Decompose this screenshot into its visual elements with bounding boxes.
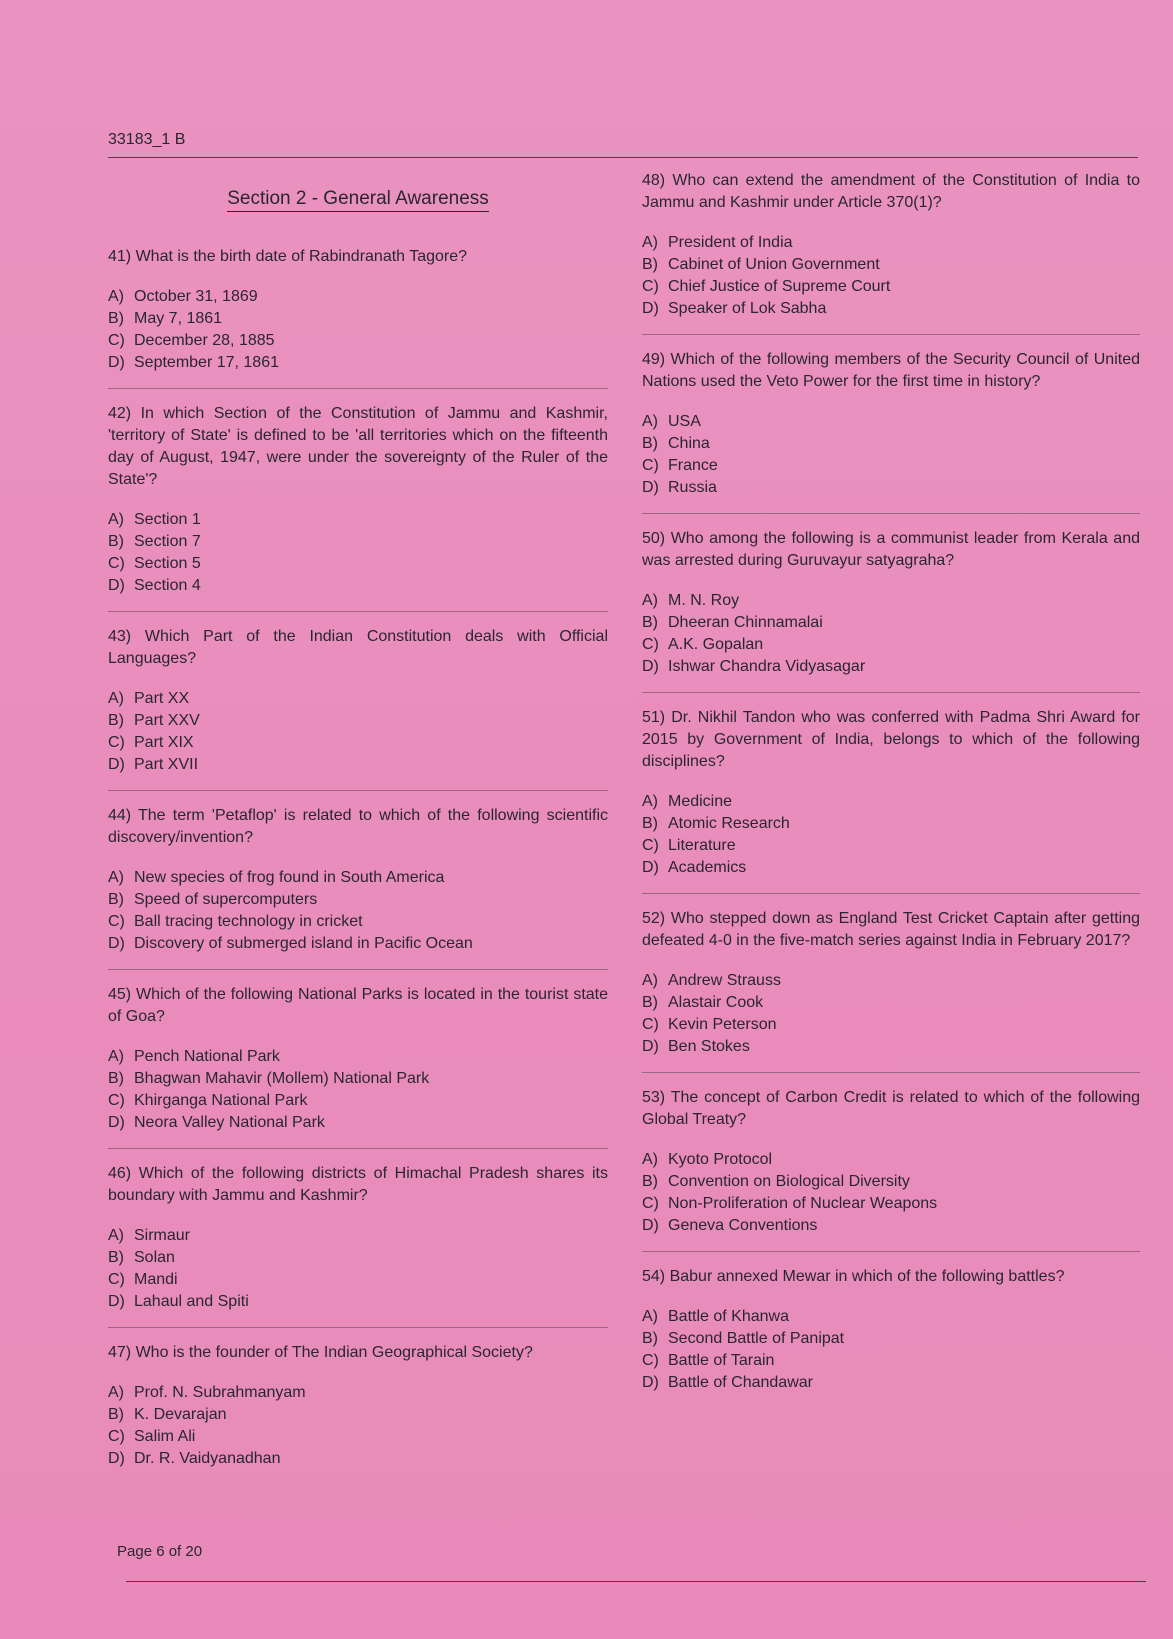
question-divider bbox=[642, 513, 1140, 514]
option-list bbox=[642, 1306, 1140, 1394]
question-stem: 49) Which of the following members of the Security Council of United Nations used the Veto Power for the first time in history? bbox=[642, 351, 1140, 390]
question-block bbox=[642, 707, 1140, 879]
option-letter: B) bbox=[642, 256, 658, 273]
answer-option bbox=[642, 1372, 1140, 1394]
option-text: Speaker of Lok Sabha bbox=[668, 300, 827, 317]
option-letter: B) bbox=[108, 310, 124, 327]
option-letter: B) bbox=[642, 994, 658, 1011]
question-block bbox=[108, 626, 608, 776]
option-text: Convention on Biological Diversity bbox=[668, 1173, 910, 1190]
question-block bbox=[108, 403, 608, 597]
option-text: Kyoto Protocol bbox=[668, 1151, 773, 1168]
answer-option bbox=[108, 553, 608, 575]
option-letter: D) bbox=[642, 859, 659, 876]
answer-option bbox=[642, 477, 1140, 499]
option-letter: C) bbox=[642, 1195, 659, 1212]
option-text: September 17, 1861 bbox=[134, 354, 279, 371]
question-stem: 52) Who stepped down as England Test Cricket Captain after getting defeated 4-0 in the five-match series against India in February 2017? bbox=[642, 910, 1140, 949]
answer-option bbox=[108, 308, 608, 330]
option-text: Part XXV bbox=[134, 712, 200, 729]
option-letter: B) bbox=[108, 1406, 124, 1423]
option-letter: C) bbox=[108, 1428, 125, 1445]
question-block bbox=[108, 1342, 608, 1470]
option-letter: B) bbox=[108, 533, 124, 550]
option-letter: B) bbox=[108, 1249, 124, 1266]
option-list bbox=[642, 791, 1140, 879]
option-letter: C) bbox=[108, 332, 125, 349]
option-letter: B) bbox=[108, 891, 124, 908]
question-divider bbox=[642, 1251, 1140, 1252]
answer-option bbox=[108, 688, 608, 710]
option-text: Kevin Peterson bbox=[668, 1016, 777, 1033]
option-text: Battle of Khanwa bbox=[668, 1308, 789, 1325]
option-letter: C) bbox=[642, 1352, 659, 1369]
option-letter: C) bbox=[642, 278, 659, 295]
question-block bbox=[642, 1266, 1140, 1394]
option-letter: C) bbox=[108, 1092, 125, 1109]
option-list bbox=[108, 509, 608, 597]
option-text: A.K. Gopalan bbox=[668, 636, 764, 653]
question-block bbox=[642, 1087, 1140, 1237]
question-divider bbox=[108, 388, 608, 389]
answer-option bbox=[108, 933, 608, 955]
question-divider bbox=[642, 334, 1140, 335]
option-list bbox=[108, 688, 608, 776]
option-letter: B) bbox=[642, 815, 658, 832]
question-stem: 42) In which Section of the Constitution of Jammu and Kashmir, 'territory of State' is defined to be 'all territories which on the fifteenth day of August, 1947, were under the sovereignty of the Ruler of the State'? bbox=[108, 405, 608, 488]
option-text: Literature bbox=[668, 837, 736, 854]
answer-option bbox=[642, 411, 1140, 433]
left-column bbox=[108, 180, 608, 1470]
option-list bbox=[642, 970, 1140, 1058]
answer-option bbox=[108, 509, 608, 531]
paper-code: 33183_1 B bbox=[108, 131, 186, 148]
question-stem: 50) Who among the following is a communist leader from Kerala and was arrested during Guruvayur satyagraha? bbox=[642, 530, 1140, 569]
question-divider bbox=[108, 790, 608, 791]
answer-option bbox=[642, 232, 1140, 254]
option-text: Discovery of submerged island in Pacific Ocean bbox=[134, 935, 473, 952]
option-list bbox=[642, 590, 1140, 678]
question-stem: 46) Which of the following districts of Himachal Pradesh shares its boundary with Jammu and Kashmir? bbox=[108, 1165, 608, 1204]
option-letter: D) bbox=[642, 1374, 659, 1391]
question-stem: 43) Which Part of the Indian Constitution deals with Official Languages? bbox=[108, 628, 608, 667]
option-text: Sirmaur bbox=[134, 1227, 191, 1244]
option-text: M. N. Roy bbox=[668, 592, 740, 609]
question-stem: 41) What is the birth date of Rabindranath Tagore? bbox=[108, 248, 468, 265]
question-divider bbox=[108, 611, 608, 612]
option-letter: C) bbox=[642, 636, 659, 653]
option-text: Ben Stokes bbox=[668, 1038, 750, 1055]
option-text: Andrew Strauss bbox=[668, 972, 781, 989]
option-letter: D) bbox=[108, 577, 125, 594]
right-column bbox=[642, 170, 1140, 1394]
answer-option bbox=[108, 867, 608, 889]
option-text: Medicine bbox=[668, 793, 733, 810]
option-text: Atomic Research bbox=[668, 815, 790, 832]
option-text: Alastair Cook bbox=[668, 994, 764, 1011]
question-block bbox=[642, 170, 1140, 320]
option-letter: B) bbox=[642, 1173, 658, 1190]
option-text: Lahaul and Spiti bbox=[134, 1293, 249, 1310]
option-letter: D) bbox=[108, 935, 125, 952]
option-letter: A) bbox=[108, 511, 124, 528]
option-letter: B) bbox=[642, 1330, 658, 1347]
option-text: Mandi bbox=[134, 1271, 178, 1288]
option-text: May 7, 1861 bbox=[134, 310, 223, 327]
answer-option bbox=[108, 889, 608, 911]
option-letter: A) bbox=[642, 592, 658, 609]
option-letter: C) bbox=[642, 1016, 659, 1033]
answer-option bbox=[642, 992, 1140, 1014]
option-text: Second Battle of Panipat bbox=[668, 1330, 845, 1347]
option-letter: D) bbox=[642, 658, 659, 675]
option-letter: A) bbox=[642, 234, 658, 251]
answer-option bbox=[642, 634, 1140, 656]
question-stem: 51) Dr. Nikhil Tandon who was conferred with Padma Shri Award for 2015 by Government of India, belongs to which of the following disciplines? bbox=[642, 709, 1140, 770]
option-letter: A) bbox=[108, 1384, 124, 1401]
question-stem: 45) Which of the following National Parks is located in the tourist state of Goa? bbox=[108, 986, 608, 1025]
question-block bbox=[642, 349, 1140, 499]
answer-option bbox=[108, 1090, 608, 1112]
answer-option bbox=[108, 330, 608, 352]
question-block bbox=[108, 805, 608, 955]
option-letter: A) bbox=[108, 1048, 124, 1065]
answer-option bbox=[642, 612, 1140, 634]
option-list bbox=[108, 1046, 608, 1134]
option-text: USA bbox=[668, 413, 701, 430]
option-letter: A) bbox=[108, 288, 124, 305]
option-letter: B) bbox=[108, 712, 124, 729]
answer-option bbox=[642, 970, 1140, 992]
question-block bbox=[108, 246, 608, 374]
answer-option bbox=[642, 656, 1140, 678]
option-letter: A) bbox=[642, 972, 658, 989]
option-letter: D) bbox=[642, 479, 659, 496]
page-number: Page 6 of 20 bbox=[117, 1543, 203, 1560]
option-letter: C) bbox=[108, 1271, 125, 1288]
option-letter: B) bbox=[642, 435, 658, 452]
answer-option bbox=[642, 1306, 1140, 1328]
option-text: Geneva Conventions bbox=[668, 1217, 818, 1234]
option-letter: A) bbox=[642, 413, 658, 430]
question-divider bbox=[642, 893, 1140, 894]
answer-option bbox=[642, 1350, 1140, 1372]
answer-option bbox=[642, 1036, 1140, 1058]
answer-option bbox=[108, 1382, 608, 1404]
question-list-right bbox=[642, 170, 1140, 1394]
question-divider bbox=[642, 1072, 1140, 1073]
answer-option bbox=[108, 1068, 608, 1090]
option-text: Dheeran Chinnamalai bbox=[668, 614, 823, 631]
option-letter: C) bbox=[108, 555, 125, 572]
option-text: December 28, 1885 bbox=[134, 332, 275, 349]
answer-option bbox=[642, 1014, 1140, 1036]
option-text: Ishwar Chandra Vidyasagar bbox=[668, 658, 866, 675]
option-list bbox=[108, 1225, 608, 1313]
option-text: China bbox=[668, 435, 710, 452]
option-text: Section 4 bbox=[134, 577, 201, 594]
option-text: K. Devarajan bbox=[134, 1406, 227, 1423]
question-block bbox=[108, 984, 608, 1134]
option-list bbox=[642, 411, 1140, 499]
option-text: Neora Valley National Park bbox=[134, 1114, 325, 1131]
option-letter: C) bbox=[108, 734, 125, 751]
option-text: Salim Ali bbox=[134, 1428, 196, 1445]
option-text: New species of frog found in South America bbox=[134, 869, 445, 886]
answer-option bbox=[642, 276, 1140, 298]
option-letter: A) bbox=[108, 1227, 124, 1244]
option-list bbox=[108, 286, 608, 374]
option-letter: D) bbox=[642, 300, 659, 317]
question-block bbox=[108, 1163, 608, 1313]
option-text: Section 1 bbox=[134, 511, 201, 528]
option-letter: D) bbox=[108, 354, 125, 371]
answer-option bbox=[642, 254, 1140, 276]
answer-option bbox=[108, 286, 608, 308]
question-divider bbox=[108, 1148, 608, 1149]
option-text: Chief Justice of Supreme Court bbox=[668, 278, 891, 295]
option-text: Academics bbox=[668, 859, 747, 876]
option-text: Russia bbox=[668, 479, 717, 496]
option-text: Speed of supercomputers bbox=[134, 891, 318, 908]
option-list bbox=[642, 1149, 1140, 1237]
option-letter: C) bbox=[108, 913, 125, 930]
answer-option bbox=[642, 1328, 1140, 1350]
option-letter: B) bbox=[642, 614, 658, 631]
answer-option bbox=[108, 1112, 608, 1134]
option-letter: A) bbox=[642, 1151, 658, 1168]
answer-option bbox=[642, 433, 1140, 455]
option-text: Battle of Tarain bbox=[668, 1352, 775, 1369]
answer-option bbox=[642, 857, 1140, 879]
option-text: France bbox=[668, 457, 718, 474]
option-list bbox=[108, 1382, 608, 1470]
option-text: Part XIX bbox=[134, 734, 194, 751]
option-letter: B) bbox=[108, 1070, 124, 1087]
question-block bbox=[642, 908, 1140, 1058]
option-letter: A) bbox=[642, 793, 658, 810]
option-text: Non-Proliferation of Nuclear Weapons bbox=[668, 1195, 938, 1212]
question-block bbox=[642, 528, 1140, 678]
answer-option bbox=[108, 1269, 608, 1291]
answer-option bbox=[108, 1404, 608, 1426]
answer-option bbox=[108, 754, 608, 776]
option-letter: D) bbox=[108, 1293, 125, 1310]
answer-option bbox=[642, 455, 1140, 477]
footer-divider bbox=[126, 1581, 1146, 1582]
option-text: Cabinet of Union Government bbox=[668, 256, 880, 273]
header-divider bbox=[108, 157, 1138, 158]
option-text: Prof. N. Subrahmanyam bbox=[134, 1384, 306, 1401]
option-text: President of India bbox=[668, 234, 793, 251]
answer-option bbox=[108, 1448, 608, 1470]
option-letter: C) bbox=[642, 457, 659, 474]
option-letter: D) bbox=[642, 1217, 659, 1234]
answer-option bbox=[642, 1149, 1140, 1171]
option-text: Part XVII bbox=[134, 756, 199, 773]
answer-option bbox=[108, 352, 608, 374]
question-divider bbox=[642, 692, 1140, 693]
question-stem: 44) The term 'Petaflop' is related to which of the following scientific discovery/invention? bbox=[108, 807, 608, 846]
option-text: Pench National Park bbox=[134, 1048, 280, 1065]
question-stem: 47) Who is the founder of The Indian Geographical Society? bbox=[108, 1344, 533, 1361]
answer-option bbox=[108, 1225, 608, 1247]
question-divider bbox=[108, 969, 608, 970]
answer-option bbox=[642, 590, 1140, 612]
question-stem: 48) Who can extend the amendment of the Constitution of India to Jammu and Kashmir under Article 370(1)? bbox=[642, 172, 1140, 211]
option-list bbox=[108, 867, 608, 955]
answer-option bbox=[642, 813, 1140, 835]
question-stem: 53) The concept of Carbon Credit is related to which of the following Global Treaty? bbox=[642, 1089, 1140, 1128]
option-letter: D) bbox=[108, 1114, 125, 1131]
answer-option bbox=[108, 575, 608, 597]
answer-option bbox=[108, 1046, 608, 1068]
option-letter: C) bbox=[642, 837, 659, 854]
question-list-left bbox=[108, 246, 608, 1470]
option-letter: A) bbox=[108, 690, 124, 707]
option-text: Dr. R. Vaidyanadhan bbox=[134, 1450, 281, 1467]
option-text: Section 7 bbox=[134, 533, 201, 550]
answer-option bbox=[108, 710, 608, 732]
answer-option bbox=[642, 1215, 1140, 1237]
option-letter: A) bbox=[108, 869, 124, 886]
option-text: Solan bbox=[134, 1249, 175, 1266]
option-list bbox=[642, 232, 1140, 320]
option-letter: D) bbox=[108, 756, 125, 773]
section-title: Section 2 - General Awareness bbox=[108, 188, 608, 210]
answer-option bbox=[642, 298, 1140, 320]
option-letter: D) bbox=[642, 1038, 659, 1055]
question-divider bbox=[108, 1327, 608, 1328]
answer-option bbox=[642, 1193, 1140, 1215]
question-stem: 54) Babur annexed Mewar in which of the following battles? bbox=[642, 1268, 1065, 1285]
option-letter: A) bbox=[642, 1308, 658, 1325]
answer-option bbox=[108, 531, 608, 553]
option-text: October 31, 1869 bbox=[134, 288, 258, 305]
answer-option bbox=[108, 732, 608, 754]
answer-option bbox=[108, 1291, 608, 1313]
option-text: Section 5 bbox=[134, 555, 201, 572]
option-text: Ball tracing technology in cricket bbox=[134, 913, 363, 930]
answer-option bbox=[108, 911, 608, 933]
option-letter: D) bbox=[108, 1450, 125, 1467]
option-text: Part XX bbox=[134, 690, 190, 707]
answer-option bbox=[642, 1171, 1140, 1193]
answer-option bbox=[642, 835, 1140, 857]
option-text: Battle of Chandawar bbox=[668, 1374, 813, 1391]
answer-option bbox=[108, 1247, 608, 1269]
option-text: Bhagwan Mahavir (Mollem) National Park bbox=[134, 1070, 430, 1087]
option-text: Khirganga National Park bbox=[134, 1092, 308, 1109]
answer-option bbox=[642, 791, 1140, 813]
answer-option bbox=[108, 1426, 608, 1448]
